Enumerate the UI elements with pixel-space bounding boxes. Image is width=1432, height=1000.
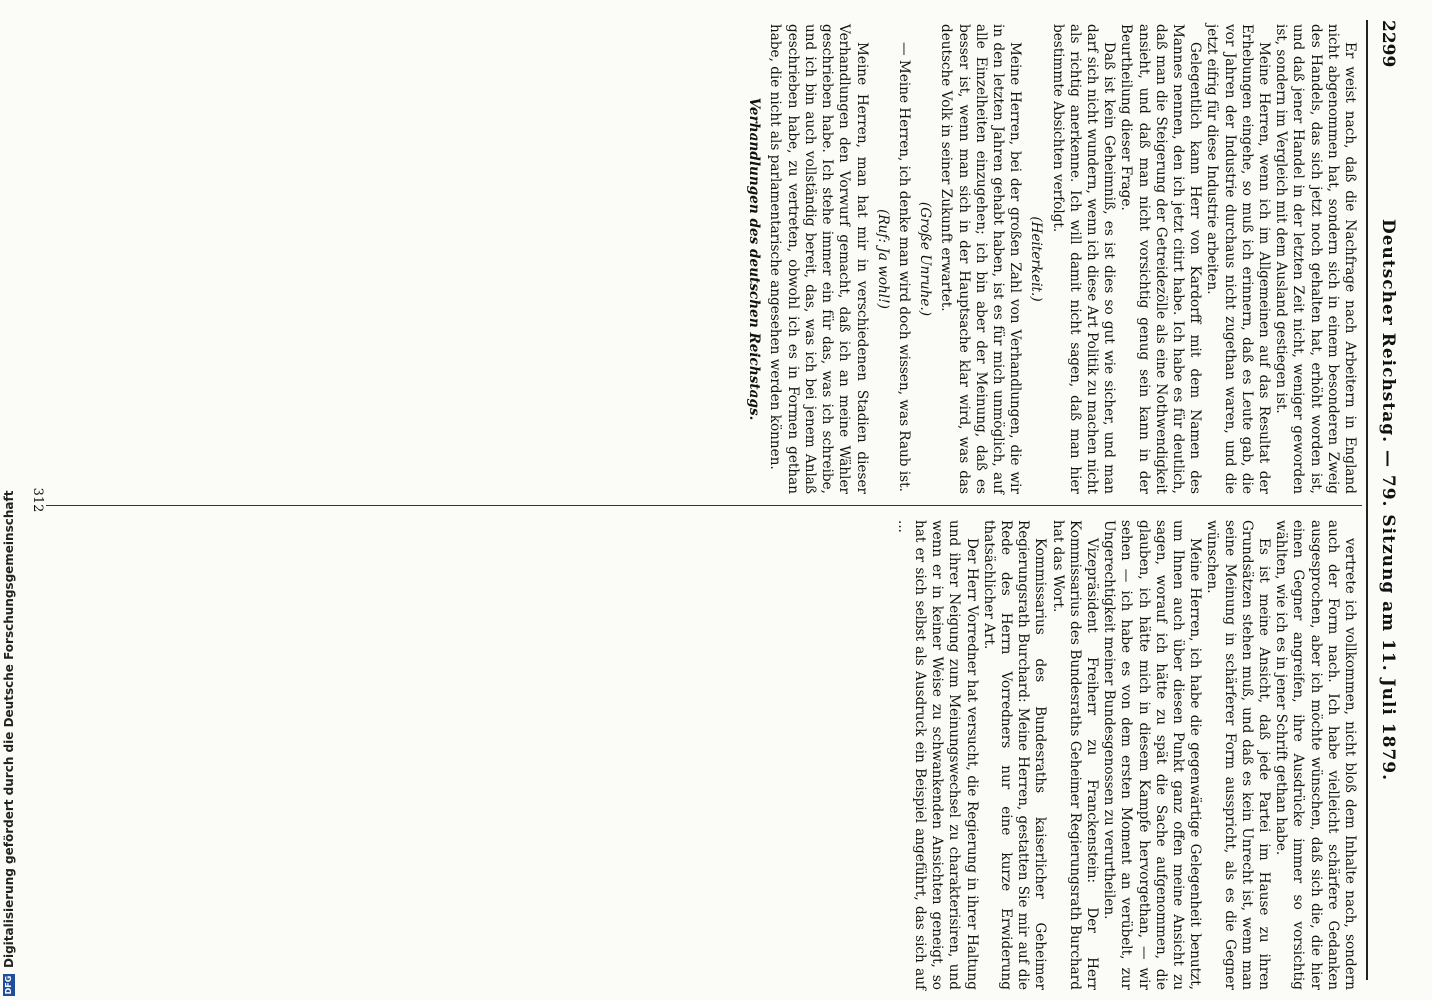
paragraph: Der Herr Vorredner hat versucht, die Regierung in ihrer Haltung und ihrer Neigung zum Meinungswechsel zu charakterisiren, und wenn er in keiner Weise zu schwankenden Ansichten geneigt, so hat er sich selbst als Ausdruck ein Beispiel angeführt, das sich auf ...	[894, 520, 980, 990]
header-rule	[1366, 20, 1368, 980]
credit-text: Digitalisierung gefördert durch die Deutsche Forschungsgemeinschaft	[2, 490, 16, 968]
interjection: (Große Unruhe.)	[917, 201, 934, 317]
interjection: (Ruf: Ja wohl!)	[874, 209, 891, 309]
paragraph: vertrete ich vollkommen, nicht bloß dem Inhalte nach, sondern auch der Form nach. Ich habe vielleicht schärfere Gedanken ausgesprochen, aber ich möchte wünschen, daß sich die, die hier einen Gegner angreifen, ihre Ausdrücke immer so vorsichtig wählten, wie ich es in jener Schrift gethan habe.	[1273, 520, 1358, 990]
page-title: Deutscher Reichstag. — 79. Sitzung am 11. Juli 1879.	[1378, 218, 1398, 782]
journal-title: Verhandlungen des deutschen Reichstags.	[746, 97, 763, 421]
paragraph: Meine Herren, ich habe die gegenwärtige Gelegenheit benutzt, um Ihnen auch über diesen Punkt ganz offen meine Ansicht zu sagen, worauf ich hätte zu spät die Sache aufgenommen, die glauben, ich hätte mich in diesem Kampfe hervorgethan, — wir sehen — ich habe es von dem ersten Moment an verübelt, zur Ungerechtigkeit meiner Bundesgenossen zu verurtheilen.	[1101, 520, 1204, 990]
paragraph: Gelegentlich kann Herr von Kardorff mit dem Namen des Mannes nennen, den ich jetzt citirt habe. Ich habe es für deutlich, daß man die Steigerung der Getreidezölle als eine Nothwendigkeit ansieht, und daß man nicht vorsichtig genug sein kann in der Beurtheilung dieser Frage.	[1118, 24, 1204, 494]
digitization-credit	[0, 0, 18, 1000]
paragraph: — Meine Herren, ich denke man wird doch wissen, was Raub ist.	[895, 42, 912, 492]
paragraph: Kommissarius des Bundesraths kaiserlicher Geheimer Regierungsrath Burchard: Meine Herren, gestatten Sie mir auf die Rede des Herrn Vorredners nur eine kurze Erwiderung thatsächlicher Art.	[980, 520, 1049, 990]
page-header	[1370, 20, 1398, 980]
column-divider	[46, 505, 1362, 506]
rotated-newspaper-page	[16, 0, 1416, 1000]
paragraph: Meine Herren, man hat mir in verschiedenen Stadien dieser Verhandlungen den Vorwurf gemacht, daß ich an meine Wähler geschrieben habe. Ich stehe immer ein für das, was ich schreibe, und ich bin auch vollständig bereit, das, was ich bei jenem Anlaß geschrieben habe, zu vertreten, obwohl ich es in Formen gethan habe, die nicht als parlamentarische angesehen werden können.	[767, 24, 870, 494]
paragraph: Meine Herren, wenn ich im Allgemeinen auf das Resultat der Erhebungen eingehe, so muß ich erinnern, daß es Leute gab, die vor Jahren der Industrie durchaus nicht zugethan waren, und die jetzt eifrig für diese Industrie arbeiten.	[1204, 24, 1272, 494]
page-footer: 312	[30, 487, 45, 513]
paragraph: Er weist nach, daß die Nachfrage nach Arbeitern in England nicht abgenommen hat, sondern sich in einem besonderen Zweig des Handels, das sich jetzt noch gehalten hat, erhöht worden ist, und daß jener Handel in der letzten Zeit nicht, weniger geworden ist, sondern im Vergleich mit dem Ausland gestiegen ist.	[1273, 24, 1358, 494]
right-column	[894, 520, 1358, 990]
paragraph: Daß ist kein Geheimniß, es ist dies so gut wie sicher, und man darf sich nicht wundern, wenn ich diese Art Politik zu machen nicht als richtig anerkenne. Ich will damit nicht sagen, daß man hier bestimmte Absichten verfolgt.	[1049, 24, 1118, 494]
paragraph: Vizepräsident Freiherr zu Franckenstein: Der Herr Kommissarius des Bundesraths Geheimer Regierungsrath Burchard hat das Wort.	[1049, 520, 1100, 990]
left-column	[741, 24, 1358, 494]
page-number: 2299	[1378, 20, 1398, 68]
interjection: (Heiterkeit.)	[1028, 216, 1045, 302]
paragraph: Meine Herren, bei der großen Zahl von Verhandlungen, die wir in den letzten Jahren gehabt haben, ist es für mich unmöglich, auf alle Einzelheiten einzugehen; ich bin aber der Meinung, daß es besser ist, wenn man sich in der Hauptsache klar wird, was das deutsche Volk in seiner Zukunft erwartet.	[938, 24, 1024, 494]
dfg-logo-icon: DFG	[4, 975, 13, 995]
paragraph: Es ist meine Ansicht, daß jede Partei im Hause zu ihren Grundsätzen stehen muß, und daß es kein Unrecht ist, wenn man seine Meinung in schärferer Form ausspricht, als es die Gegner wünschen.	[1204, 520, 1272, 990]
